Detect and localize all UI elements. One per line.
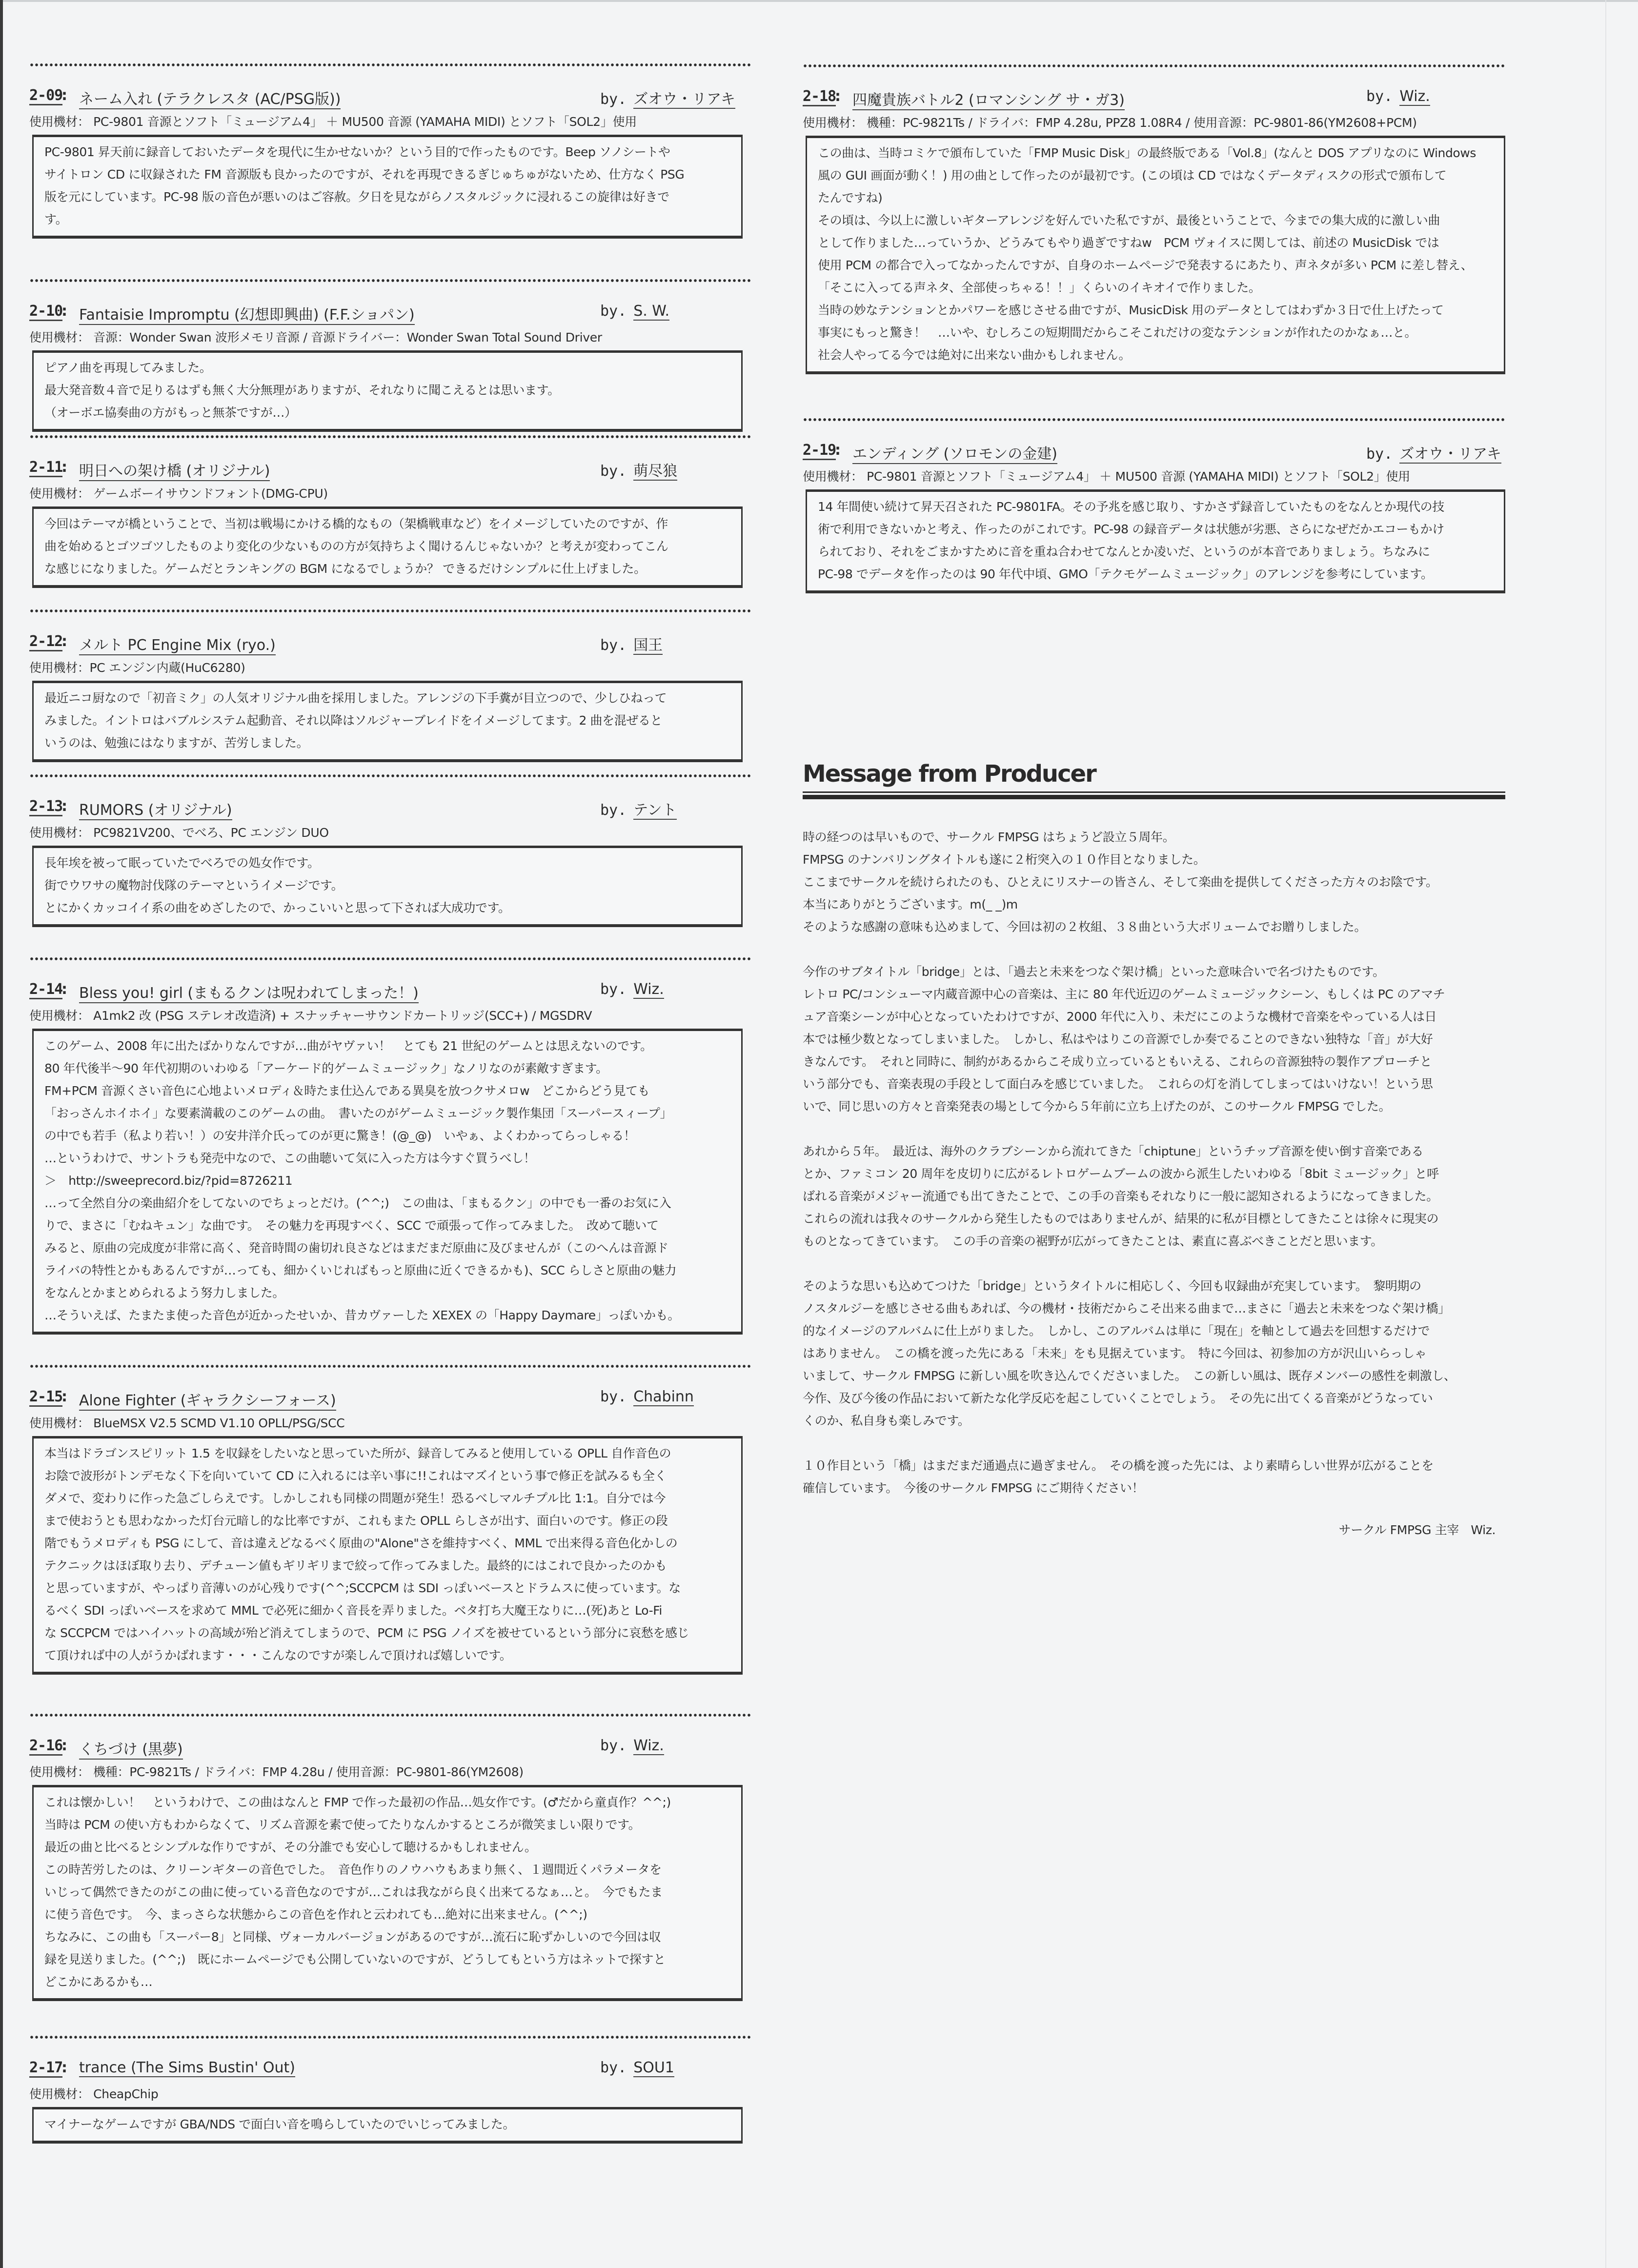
paragraph-gap <box>803 1432 1505 1455</box>
track-title: 明日への架け橋 (オリジナル) <box>79 459 270 481</box>
track-number: 2-18 <box>803 88 836 106</box>
comment-line: 最近ニコ厨なので「初音ミク」の人気オリジナル曲を採用しました。アレンジの下手糞が目立つので、少しひねって <box>44 691 667 705</box>
message-line: これらの流れは我々のサークルから発生したものではありませんが、結果的に私が目標としてきたことは徐々に現実の <box>803 1212 1439 1226</box>
track-header <box>29 798 751 817</box>
dotted-separator <box>803 63 1505 68</box>
track-entry <box>803 417 1505 593</box>
message-line: １０作目という「橋」はまだまだ通過点に過ぎません。 その橋を渡った先には、より素晴らしい世界が広がることを <box>803 1458 1434 1473</box>
message-line: 的なイメージのアルバムに仕上がりました。 しかし、このアルバムは単に「現在」を軸として過去を回想するだけで <box>803 1324 1430 1338</box>
track-credit <box>1366 88 1430 105</box>
message-line: 本では極少数となってしまいました。 しかし、私はやはりこの音源でしか奏でることのできない独特な「音」が大好 <box>803 1032 1433 1046</box>
message-line: 今作のサブタイトル「bridge」とは、「過去と未来をつなぐ架け橋」といった意味合いで名づけたものです。 <box>803 965 1385 979</box>
track-number-colon: : <box>61 981 67 998</box>
paper-fold-line <box>1605 0 1606 2268</box>
comment-line: 録を見送りました。(^^;) 既にホームページでも公開していないのですが、どうしてもという方はネットで探すと <box>44 1952 666 1966</box>
comment-line: 事実にもっと驚き！ …いや、むしろこの短期間だからこそこれだけの変なテンションが作れたのかなぁ…と。 <box>818 325 1417 340</box>
comment-line: な SCCPCM ではハイハットの高域が殆ど消えてしまうので、PCM に PSG ノイズを被せているという部分に哀愁を感じ <box>44 1626 689 1640</box>
track-number: 2-17 <box>29 2059 62 2078</box>
track-artist: 国王 <box>633 637 663 654</box>
track-credit <box>600 633 663 654</box>
comment-line: りで、まさに「むねキュン」な曲です。 その魅力を再現すべく、SCC で頑張って作ってみました。 改めて聴いて <box>44 1218 659 1233</box>
dotted-separator <box>29 434 751 439</box>
paper-top-edge <box>0 0 1638 2</box>
comment-line: 社会人やってる今では絶対に出来ない曲かもしれません。 <box>818 348 1131 362</box>
message-line: とか、ファミコン 20 周年を皮切りに広がるレトロゲームブームの波から派生したいわゆる「8bit ミュージック」と呼 <box>803 1167 1439 1181</box>
track-number: 2-19 <box>803 442 836 460</box>
by-label: by. <box>600 2059 627 2076</box>
comment-line: このゲーム、2008 年に出たばかりなんですが…曲がヤヴァい！ とても 21 世紀のゲームとは思えないのです。 <box>44 1039 652 1053</box>
by-label: by. <box>600 802 627 819</box>
message-line: 確信しています。 今後のサークル FMPSG にご期待ください！ <box>803 1481 1144 1495</box>
track-number-colon: : <box>835 88 841 105</box>
comment-line: PC-9801 昇天前に録音しておいたデータを現代に生かせないか？という目的で作ったものです。Beep ソノシートや <box>44 145 670 159</box>
by-label: by. <box>1366 446 1393 463</box>
track-title: エンディング (ソロモンの金建) <box>852 442 1057 464</box>
track-header <box>803 442 1505 461</box>
track-equipment: 使用機材： ゲームボーイサウンドフォント(DMG-CPU) <box>29 486 328 501</box>
comment-line: 当時は PCM の使い方もわからなくて、リズム音源を素で使ってたりなんかするところが微笑ましい限りです。 <box>44 1818 641 1832</box>
comment-line: 版を元にしています。PC-98 版の音色が悪いのはご容赦。夕日を見ながらノスタルジックに浸れるこの旋律は好きで <box>44 190 669 204</box>
comment-line: として作りました…っていうか、どうみてもやり過ぎですねw PCM ヴォイスに関しては、前述の MusicDisk では <box>818 236 1439 250</box>
dotted-separator <box>29 278 751 283</box>
comment-line: ダメで、変わりに作った急ごしらえです。しかしこれも同様の問題が発生！恐るべしマルチプル比 1:1。自分では今 <box>44 1491 666 1505</box>
message-line: いう部分でも、音楽表現の手段として面白みを感じていました。 これらの灯を消してしまってはいけない！という思 <box>803 1077 1433 1091</box>
message-line: ここまでサークルを続けられたのも、ひとえにリスナーの皆さん、そして楽曲を提供してくださった方々のお陰です。 <box>803 875 1438 889</box>
track-header <box>29 2059 751 2079</box>
message-line: あれから５年。 最近は、海外のクラブシーンから流れてきた「chiptune」というチップ音源を使い倒す音楽である <box>803 1144 1424 1158</box>
track-credit <box>1366 442 1501 463</box>
track-number-colon: : <box>61 1388 67 1405</box>
message-line: くのか、私自身も楽しみです。 <box>803 1414 970 1428</box>
comment-line: お陰で波形がトンデモなく下を向いていて CD に入れるには辛い事に!!これはマズイという事で修正を試みるも全く <box>44 1469 667 1483</box>
track-title: Alone Fighter (ギャラクシーフォース) <box>79 1388 336 1411</box>
comment-line: て頂ければ中の人がうかばれます・・・こんなのですが楽しんで頂ければ嬉しいです。 <box>44 1648 512 1662</box>
comment-line: 「そこに入ってる声ネタ、全部使っちゃる！！」くらいのイキオイで作りました。 <box>818 281 1261 295</box>
message-signature: サークル FMPSG 主宰 Wiz. <box>1338 1523 1496 1537</box>
track-header <box>29 1388 751 1408</box>
track-artist: Wiz. <box>633 1737 664 1754</box>
comment-line: 80 年代後半～90 年代初期のいわゆる「アーケード的ゲームミュージック」なノリなのが素敵すぎます。 <box>44 1061 608 1075</box>
track-comment-box <box>32 1436 743 1675</box>
track-number-colon: : <box>61 87 67 104</box>
track-credit <box>600 303 669 320</box>
track-entry <box>29 278 751 432</box>
track-title: trance (The Sims Bustin' Out) <box>79 2059 295 2076</box>
track-entry <box>29 62 751 239</box>
track-header <box>29 303 751 322</box>
by-label: by. <box>600 637 627 654</box>
message-line: いで、同じ思いの方々と音楽発表の場として今から５年前に立ち上げたのが、このサークル FMPSG でした。 <box>803 1099 1391 1114</box>
track-artist: Wiz. <box>1399 88 1430 105</box>
comment-line: PC-98 でデータを作ったのは 90 年代中頃、GMO「テクモゲームミュージック」のアレンジを参考にしています。 <box>818 567 1433 581</box>
track-title: Bless you! girl (まもるクンは呪われてしまった！) <box>79 981 419 1003</box>
by-label: by. <box>600 1737 627 1754</box>
message-line: ノスタルジーを感じさせる曲もあれば、今の機材・技術だからこそ出来る曲まで…まさに「過去と未来をつなぐ架け橋」 <box>803 1301 1450 1316</box>
message-line: 時の経つのは早いもので、サークル FMPSG はちょうど設立５周年。 <box>803 830 1175 844</box>
comment-line: な感じになりました。ゲームだとランキングの BGM になるでしょうか？ できるだけシンプルに仕上げました。 <box>44 562 646 576</box>
track-number: 2-14 <box>29 981 62 999</box>
comment-line: 14 年間使い続けて昇天召された PC-9801FA。その予兆を感じ取り、すかさず録音していたものをなんとか現代の技 <box>818 500 1444 514</box>
paragraph-gap <box>803 938 1505 961</box>
comment-line: サイトロン CD に収録された FM 音源版も良かったのですが、それを再現できるぎじゅちゅがないため、仕方なく PSG <box>44 167 685 182</box>
track-comment-box <box>32 135 743 239</box>
comment-line: みました。イントロはバブルシステム起動音、それ以降はソルジャーブレイドをイメージしてます。2 曲を混ぜると <box>44 713 663 728</box>
message-line: きなんです。 それと同時に、制約があるからこそ成り立っているともいえる、これらの音源独特の製作アプローチと <box>803 1054 1432 1069</box>
track-comment-box <box>32 506 743 588</box>
comment-line: みると、原曲の完成度が非常に高く、発音時間の歯切れ良さなどはまだまだ原曲に及びませんが（このへんは音源ド <box>44 1241 668 1255</box>
comment-line: 本当はドラゴンスピリット 1.5 を収録をしたいなと思っていた所が、録音してみると使用している OPLL 自作音色の <box>44 1446 671 1460</box>
comment-line: いじって偶然できたのがこの曲に使っている音色なのですが…これは我ながら良く出来てるなぁ…と。 今でもたま <box>44 1885 663 1899</box>
track-artist: テント <box>633 802 677 819</box>
message-line: レトロ PC/コンシューマ内蔵音源中心の音楽は、主に 80 年代近辺のゲームミュージックシーン、もしくは PC のアマチ <box>803 987 1445 1001</box>
comment-line: に使う音色です。 今、まっさらな状態からこの音色を作れと云われても…絶対に出来ません。(^^;) <box>44 1907 587 1922</box>
message-body <box>803 826 1505 1541</box>
track-entry <box>29 1364 751 1675</box>
message-line: 本当にありがとうございます。m(_ _)m <box>803 897 1018 911</box>
comment-line: と思っていますが、やっぱり音薄いのが心残りです(^^;SCCPCM は SDI っぽいベースとドラムスに使っています。な <box>44 1581 681 1595</box>
track-entry <box>29 956 751 1335</box>
message-line: FMPSG のナンバリングタイトルも遂に２桁突入の１０作目となりました。 <box>803 852 1206 867</box>
comment-line: 使用 PCM の都合で入ってなかったんですが、自身のホームページで発表するにあたり、声ネタが多い PCM に差し替え、 <box>818 258 1473 272</box>
comment-line: の中でも若手（私より若い！）の安井洋介氏ってのが更に驚き！(@_@) いやぁ、よくわかってらっしゃる！ <box>44 1129 636 1143</box>
comment-line: とにかくカッコイイ系の曲をめざしたので、かっこいいと思って下されば大成功です。 <box>44 901 510 915</box>
track-comment-box <box>806 136 1505 374</box>
comment-line: ライバの特性とかもあるんですが…っても、細かくいじればもっと原曲に近くできるかも)、SCC らしさと原曲の魅力 <box>44 1263 677 1277</box>
track-number: 2-12 <box>29 633 62 651</box>
track-number: 2-13 <box>29 798 62 816</box>
track-comment-box <box>32 681 743 762</box>
track-entry <box>29 2035 751 2144</box>
message-line: そのような感謝の意味も込めまして、今回は初の２枚組、３８曲という大ボリュームでお贈りしました。 <box>803 920 1366 934</box>
comment-line: 最近の曲と比べるとシンプルな作りですが、その分誰でも安心して聴けるかもしれません。 <box>44 1840 537 1854</box>
track-equipment: 使用機材： 音源：Wonder Swan 波形メモリ音源 / 音源ドライバー：Wonder Swan Total Sound Driver <box>29 330 602 344</box>
track-equipment: 使用機材： PC-9801 音源とソフト「ミュージアム4」 ＋ MU500 音源 (YAMAHA MIDI) とソフト「SOL2」使用 <box>803 469 1410 484</box>
comment-line: テクニックはほぼ取り去り、デチューン値もギリギリまで絞って作ってみました。最終的にはこれで良かったのかも <box>44 1559 667 1573</box>
by-label: by. <box>600 1388 627 1405</box>
track-artist: Wiz. <box>633 981 664 998</box>
track-comment-box <box>32 846 743 927</box>
track-entry <box>803 63 1505 374</box>
comment-line: られており、それをごまかすために音を重ね合わせてなんとか凌いだ、というのが本音でありましょう。ちなみに <box>818 545 1430 559</box>
track-header <box>29 87 751 106</box>
track-title: Fantaisie Impromptu (幻想即興曲) (F.F.ショパン) <box>79 303 415 325</box>
track-credit <box>600 2059 674 2076</box>
track-artist: ズオウ・リアキ <box>1399 446 1501 463</box>
dotted-separator <box>29 1364 751 1369</box>
track-number-colon: : <box>61 303 67 320</box>
track-equipment: 使用機材： BlueMSX V2.5 SCMD V1.10 OPLL/PSG/SCC <box>29 1416 345 1430</box>
track-number-colon: : <box>61 2059 67 2076</box>
comment-line: …というわけで、サントラも発売中なので、この曲聴いて気に入った方は今すぐ買うべし！ <box>44 1151 536 1165</box>
dotted-separator <box>29 608 751 613</box>
comment-line: 長年埃を被って眠っていたでべろでの処女作です。 <box>44 856 320 870</box>
track-credit <box>600 1388 694 1405</box>
by-label: by. <box>600 981 627 998</box>
track-number: 2-15 <box>29 1388 62 1407</box>
dotted-separator <box>29 1713 751 1718</box>
track-number-colon: : <box>61 1737 67 1754</box>
comment-line: …そういえば、たまたま使った音色が近かったせいか、昔カヴァーした XEXEX の「Happy Daymare」っぽいかも。 <box>44 1308 680 1322</box>
comment-line: 今回はテーマが橋ということで、当初は戦場にかける橋的なもの（架橋戦車など）をイメージしていたのですが、作 <box>44 517 668 531</box>
comment-line: どこかにあるかも… <box>44 1975 153 1989</box>
message-line: はありません。 この橋を渡った先にある「未来」をも見据えています。 特に今回は、初参加の方が沢山いらっしゃ <box>803 1346 1427 1360</box>
track-number: 2-11 <box>29 459 62 477</box>
comment-line: …って全然自分の楽曲紹介をしてないのでちょっとだけ。(^^;) この曲は、「まもるクン」の中でも一番のお気に入 <box>44 1196 671 1210</box>
track-title: くちづけ (黒夢) <box>79 1737 183 1760</box>
track-artist: 萌尽狼 <box>633 463 678 480</box>
track-equipment: 使用機材： PC-9801 音源とソフト「ミュージアム4」 ＋ MU500 音源 (YAMAHA MIDI) とソフト「SOL2」使用 <box>29 115 637 129</box>
track-comment-box <box>32 1785 743 2001</box>
track-artist: Chabinn <box>633 1388 694 1405</box>
track-number: 2-16 <box>29 1737 62 1756</box>
by-label: by. <box>600 91 627 108</box>
comment-line: す。 <box>44 212 68 226</box>
comment-line: たんですね) <box>818 191 883 205</box>
track-equipment: 使用機材：PC エンジン内蔵(HuC6280) <box>29 661 245 675</box>
track-header <box>803 88 1505 107</box>
track-number: 2-10 <box>29 303 62 321</box>
track-header <box>29 1737 751 1757</box>
dotted-separator <box>29 956 751 961</box>
track-artist: S. W. <box>633 303 670 320</box>
comment-line: 階でもうメロディも PSG にして、音は違えどなるべく原曲の"Alone"さを維持すべく、MML で出来得る音色化かしの <box>44 1536 678 1550</box>
by-label: by. <box>600 303 627 320</box>
message-line: ュア音楽シーンが中心となっていたわけですが、2000 年代に入り、未だにこのような機材で音楽をやっている人は日 <box>803 1010 1437 1024</box>
track-comment-box <box>32 2107 743 2144</box>
track-entry <box>29 773 751 927</box>
track-comment-box <box>806 489 1505 593</box>
track-number-colon: : <box>61 798 67 815</box>
comment-line: 曲を始めるとゴツゴツしたものより変化の少ないものの方が気持ちよく聞けるんじゃないか？と考えが変わってこん <box>44 539 668 553</box>
track-artist: SOU1 <box>633 2059 674 2076</box>
comment-line: をなんとかまとめられるよう努力しました。 <box>44 1286 285 1300</box>
track-number-colon: : <box>61 633 67 650</box>
comment-line: ちなみに、この曲も「スーパー8」と同様、ヴォーカルバージョンがあるのですが…流石に恥ずかしいので今回は収 <box>44 1930 661 1944</box>
track-number-colon: : <box>61 459 67 476</box>
track-title: RUMORS (オリジナル) <box>79 798 232 820</box>
track-entry <box>29 608 751 762</box>
track-comment-box <box>32 350 743 432</box>
comment-line: るべく SDI っぽいベースを求めて MML で必死に細かく音長を弄りました。ベタ打ち大魔王なりに…(死)あと Lo-Fi <box>44 1603 662 1618</box>
track-header <box>29 459 751 478</box>
track-equipment: 使用機材： 機種：PC-9821Ts / ドライバ：FMP 4.28u / 使用音源：PC-9801-86(YM2608) <box>29 1765 524 1779</box>
comment-line: （オーボエ協奏曲の方がもっと無茶ですが…） <box>44 405 297 420</box>
track-header <box>29 633 751 652</box>
track-artist: ズオウ・リアキ <box>633 91 735 108</box>
track-comment-box <box>32 1029 743 1335</box>
message-title-rule <box>803 791 1505 801</box>
track-credit <box>600 981 664 998</box>
by-label: by. <box>600 463 627 480</box>
track-equipment: 使用機材： A1mk2 改 (PSG ステレオ改造済) + スナッチャーサウンドカートリッジ(SCC+) / MGSDRV <box>29 1009 592 1023</box>
track-credit <box>600 798 677 819</box>
track-credit <box>600 1737 664 1754</box>
comment-line: その頃は、今以上に激しいギターアレンジを好んでいた私ですが、最後ということで、今までの集大成的に激しい曲 <box>818 213 1440 227</box>
track-title: ネーム入れ (テラクレスタ (AC/PSG版)) <box>79 87 341 109</box>
comment-line: この時苦労したのは、クリーンギターの音色でした。 音色作りのノウハウもあまり無く、１週間近くパラメータを <box>44 1863 662 1877</box>
track-entry <box>29 1713 751 2001</box>
comment-line: 当時の妙なテンションとかパワーを感じさせる曲ですが、MusicDisk 用のデータとしてはわずか３日で仕上げたって <box>818 303 1444 317</box>
comment-line: 術で利用できないかと考え、作ったのがこれです。PC-98 の録音データは状態が劣悪、さらになぜだかエコーもかけ <box>818 522 1444 536</box>
dotted-separator <box>29 773 751 778</box>
track-title: 四魔貴族バトル2 (ロマンシング サ・ガ3) <box>852 88 1125 110</box>
comment-line: ピアノ曲を再現してみました。 <box>44 361 212 375</box>
comment-line: マイナーなゲームですが GBA/NDS で面白い音を鳴らしていたのでいじってみました。 <box>44 2117 515 2131</box>
comment-line: 最大発音数４音で足りるはずも無く大分無理がありますが、それなりに聞こえるとは思います。 <box>44 383 560 397</box>
track-equipment: 使用機材： 機種：PC-9821Ts / ドライバ：FMP 4.28u, PPZ8 1.08R4 / 使用音源：PC-9801-86(YM2608+PCM) <box>803 116 1417 130</box>
comment-line: FM+PCM 音源くさい音色に心地よいメロディ＆時たま仕込んである異臭を放つクサメロw どこからどう見ても <box>44 1084 650 1098</box>
comment-line: 風の GUI 画面が動く！) 用の曲として作ったのが最初です。(この頃は CD ではなくデータディスクの形式で頒布して <box>818 168 1447 182</box>
message-line: いまして、サークル FMPSG に新しい風を吹き込んでくださいました。 この新しい風は、既存メンバーの感性を刺激し、 <box>803 1369 1456 1383</box>
paragraph-gap <box>803 1253 1505 1275</box>
comment-line: まで使おうとも思わなかった灯台元暗し的な比率ですが、これもまた OPLL らしさが出す、面白いのです。修正の段 <box>44 1514 668 1528</box>
comment-line: 「おっさんホイホイ」な要素満載のこのゲームの曲。 書いたのがゲームミュージック製作集団「スーパースィープ」 <box>44 1106 672 1120</box>
track-title: メルト PC Engine Mix (ryo.) <box>79 633 276 655</box>
track-header <box>29 981 751 1000</box>
message-line: 今作、及び今後の作品において新たな化学反応を起こしていくことでしょう。 その先に出てくる音楽がどうなってい <box>803 1391 1433 1405</box>
track-equipment: 使用機材： CheapChip <box>29 2087 159 2101</box>
comment-line: いうのは、勉強にはなりますが、苦労しました。 <box>44 736 309 750</box>
message-title: Message from Producer <box>803 760 1096 788</box>
dotted-separator <box>29 2035 751 2040</box>
comment-line: ＞ http://sweeprecord.biz/?pid=8726211 <box>44 1174 293 1188</box>
track-equipment: 使用機材： PC9821V200、でべろ、PC エンジン DUO <box>29 826 329 840</box>
track-credit <box>600 87 735 108</box>
dotted-separator <box>29 62 751 67</box>
track-entry <box>29 434 751 588</box>
dotted-separator <box>803 417 1505 422</box>
track-number-colon: : <box>835 442 841 459</box>
track-credit <box>600 459 677 480</box>
comment-line: これは懐かしい！ というわけで、この曲はなんと FMP で作った最初の作品…処女作です。(♂だから童貞作？^^;) <box>44 1795 671 1809</box>
comment-line: この曲は、当時コミケで頒布していた「FMP Music Disk」の最終版である「Vol.8」(なんと DOS アプリなのに Windows <box>818 146 1476 160</box>
message-line: ばれる音楽がメジャー流通でも出てきたことで、この手の音楽もそれなりに一般に認知されるようになってきました。 <box>803 1189 1438 1203</box>
message-line: そのような思いも込めてつけた「bridge」というタイトルに相応しく、今回も収録曲が充実しています。 黎明期の <box>803 1279 1421 1293</box>
comment-line: 街でウワサの魔物討伐隊のテーマというイメージです。 <box>44 878 344 892</box>
paragraph-gap <box>803 1118 1505 1140</box>
by-label: by. <box>1366 88 1393 105</box>
paper-left-edge <box>0 0 3 2268</box>
message-line: ものとなってきています。 この手の音楽の裾野が広がってきたことは、素直に喜ぶべきことだと思います。 <box>803 1234 1383 1248</box>
track-number: 2-09 <box>29 87 62 105</box>
